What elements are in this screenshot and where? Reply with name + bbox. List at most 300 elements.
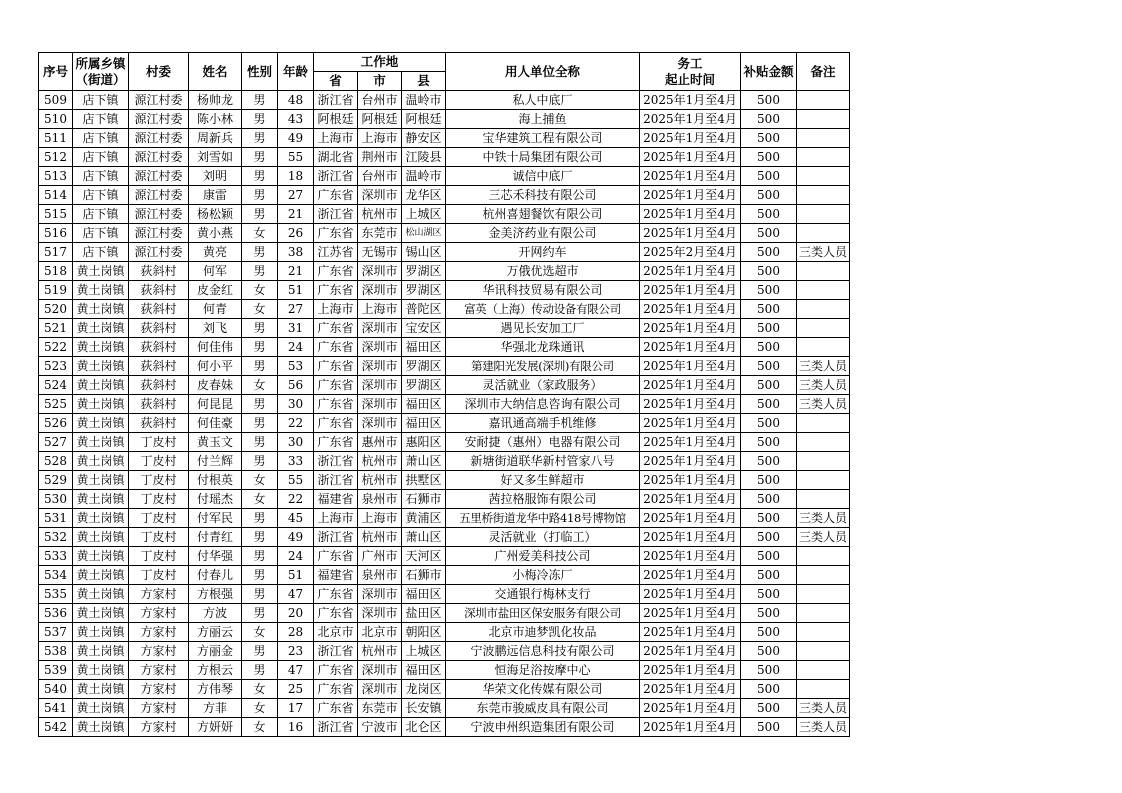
cell-subsidy: 500	[741, 91, 797, 110]
cell-name: 杨帅龙	[189, 91, 242, 110]
cell-province: 阿根廷	[314, 110, 358, 129]
cell-county: 北仑区	[402, 718, 446, 737]
cell-subsidy: 500	[741, 509, 797, 528]
cell-city: 东莞市	[358, 699, 402, 718]
cell-age: 30	[278, 395, 314, 414]
cell-subsidy: 500	[741, 376, 797, 395]
cell-worktime: 2025年1月至4月	[640, 414, 741, 433]
cell-worktime: 2025年1月至4月	[640, 661, 741, 680]
cell-province: 上海市	[314, 129, 358, 148]
cell-remark	[797, 490, 850, 509]
cell-county: 温岭市	[402, 91, 446, 110]
table-row	[39, 471, 850, 490]
cell-province: 广东省	[314, 433, 358, 452]
cell-subsidy: 500	[741, 471, 797, 490]
cell-county: 罗湖区	[402, 357, 446, 376]
cell-name: 付华强	[189, 547, 242, 566]
cell-town: 黄土岗镇	[73, 471, 129, 490]
table-row	[39, 528, 850, 547]
cell-village: 荻斜村	[129, 300, 189, 319]
cell-name: 付兰辉	[189, 452, 242, 471]
cell-subsidy: 500	[741, 433, 797, 452]
cell-worktime: 2025年1月至4月	[640, 376, 741, 395]
cell-gender: 男	[242, 186, 278, 205]
cell-subsidy: 500	[741, 680, 797, 699]
cell-province: 广东省	[314, 661, 358, 680]
cell-worktime: 2025年1月至4月	[640, 129, 741, 148]
cell-county: 龙华区	[402, 186, 446, 205]
cell-subsidy: 500	[741, 699, 797, 718]
cell-employer: 富英（上海）传动设备有限公司	[446, 300, 640, 319]
cell-worktime: 2025年1月至4月	[640, 509, 741, 528]
cell-province: 浙江省	[314, 205, 358, 224]
cell-city: 杭州市	[358, 528, 402, 547]
cell-gender: 女	[242, 490, 278, 509]
cell-remark: 三类人员	[797, 528, 850, 547]
cell-city: 深圳市	[358, 604, 402, 623]
cell-village: 荻斜村	[129, 376, 189, 395]
cell-gender: 男	[242, 319, 278, 338]
cell-employer: 灵活就业（家政服务）	[446, 376, 640, 395]
cell-employer: 杭州喜翅餐饮有限公司	[446, 205, 640, 224]
table-row	[39, 243, 850, 262]
cell-age: 51	[278, 281, 314, 300]
cell-worktime: 2025年1月至4月	[640, 148, 741, 167]
header-town: 所属乡镇 （街道）	[73, 53, 129, 91]
header-seq: 序号	[39, 53, 73, 91]
cell-worktime: 2025年1月至4月	[640, 224, 741, 243]
cell-gender: 男	[242, 509, 278, 528]
cell-employer: 海上捕鱼	[446, 110, 640, 129]
cell-worktime: 2025年1月至4月	[640, 585, 741, 604]
cell-remark	[797, 110, 850, 129]
cell-city: 深圳市	[358, 357, 402, 376]
cell-province: 广东省	[314, 395, 358, 414]
cell-town: 黄土岗镇	[73, 376, 129, 395]
cell-gender: 男	[242, 395, 278, 414]
cell-name: 方根强	[189, 585, 242, 604]
cell-worktime: 2025年1月至4月	[640, 319, 741, 338]
cell-worktime: 2025年1月至4月	[640, 680, 741, 699]
header-subsidy: 补贴金额	[741, 53, 797, 91]
cell-city: 杭州市	[358, 452, 402, 471]
table-row	[39, 91, 850, 110]
cell-gender: 女	[242, 699, 278, 718]
cell-gender: 女	[242, 281, 278, 300]
cell-subsidy: 500	[741, 205, 797, 224]
cell-seq: 536	[39, 604, 73, 623]
cell-worktime: 2025年1月至4月	[640, 547, 741, 566]
cell-village: 丁皮村	[129, 547, 189, 566]
cell-age: 18	[278, 167, 314, 186]
cell-remark	[797, 623, 850, 642]
cell-town: 黄土岗镇	[73, 338, 129, 357]
cell-county: 静安区	[402, 129, 446, 148]
cell-worktime: 2025年1月至4月	[640, 490, 741, 509]
cell-remark	[797, 167, 850, 186]
cell-remark: 三类人员	[797, 376, 850, 395]
cell-age: 33	[278, 452, 314, 471]
cell-seq: 530	[39, 490, 73, 509]
cell-village: 方家村	[129, 718, 189, 737]
cell-town: 黄土岗镇	[73, 300, 129, 319]
cell-seq: 519	[39, 281, 73, 300]
cell-subsidy: 500	[741, 395, 797, 414]
cell-age: 25	[278, 680, 314, 699]
cell-gender: 男	[242, 452, 278, 471]
cell-county: 拱墅区	[402, 471, 446, 490]
cell-village: 方家村	[129, 585, 189, 604]
header-age: 年龄	[278, 53, 314, 91]
cell-gender: 男	[242, 585, 278, 604]
cell-subsidy: 500	[741, 338, 797, 357]
cell-gender: 男	[242, 129, 278, 148]
cell-seq: 521	[39, 319, 73, 338]
cell-county: 罗湖区	[402, 262, 446, 281]
cell-seq: 517	[39, 243, 73, 262]
cell-subsidy: 500	[741, 357, 797, 376]
cell-town: 店下镇	[73, 224, 129, 243]
cell-employer: 灵活就业（打临工）	[446, 528, 640, 547]
cell-village: 源江村委	[129, 167, 189, 186]
cell-subsidy: 500	[741, 585, 797, 604]
cell-age: 21	[278, 205, 314, 224]
cell-subsidy: 500	[741, 186, 797, 205]
cell-seq: 531	[39, 509, 73, 528]
table-row	[39, 129, 850, 148]
table-row	[39, 262, 850, 281]
cell-employer: 宁波申州织造集团有限公司	[446, 718, 640, 737]
cell-age: 49	[278, 528, 314, 547]
cell-seq: 532	[39, 528, 73, 547]
table-row	[39, 186, 850, 205]
cell-employer: 广州爱美科技公司	[446, 547, 640, 566]
cell-gender: 男	[242, 338, 278, 357]
cell-county: 罗湖区	[402, 376, 446, 395]
cell-province: 浙江省	[314, 642, 358, 661]
cell-name: 付军民	[189, 509, 242, 528]
cell-worktime: 2025年1月至4月	[640, 433, 741, 452]
cell-employer: 遇见长安加工厂	[446, 319, 640, 338]
cell-province: 广东省	[314, 319, 358, 338]
cell-remark: 三类人员	[797, 718, 850, 737]
cell-employer: 小梅冷冻厂	[446, 566, 640, 585]
cell-gender: 女	[242, 471, 278, 490]
cell-village: 丁皮村	[129, 528, 189, 547]
cell-name: 刘雪如	[189, 148, 242, 167]
table-row	[39, 376, 850, 395]
cell-county: 温岭市	[402, 167, 446, 186]
cell-village: 丁皮村	[129, 566, 189, 585]
cell-remark	[797, 186, 850, 205]
table-row	[39, 623, 850, 642]
cell-seq: 510	[39, 110, 73, 129]
cell-village: 源江村委	[129, 129, 189, 148]
cell-remark	[797, 661, 850, 680]
cell-remark	[797, 452, 850, 471]
cell-name: 付青红	[189, 528, 242, 547]
cell-name: 何军	[189, 262, 242, 281]
cell-village: 源江村委	[129, 243, 189, 262]
cell-province: 广东省	[314, 224, 358, 243]
cell-seq: 541	[39, 699, 73, 718]
cell-province: 浙江省	[314, 452, 358, 471]
cell-name: 刘飞	[189, 319, 242, 338]
cell-gender: 女	[242, 718, 278, 737]
cell-age: 47	[278, 661, 314, 680]
cell-name: 方丽云	[189, 623, 242, 642]
cell-city: 杭州市	[358, 471, 402, 490]
cell-province: 广东省	[314, 262, 358, 281]
cell-age: 51	[278, 566, 314, 585]
cell-employer: 深圳市盐田区保安服务有限公司	[446, 604, 640, 623]
cell-village: 源江村委	[129, 91, 189, 110]
cell-county: 福田区	[402, 338, 446, 357]
cell-gender: 男	[242, 433, 278, 452]
cell-gender: 男	[242, 148, 278, 167]
cell-age: 38	[278, 243, 314, 262]
cell-subsidy: 500	[741, 642, 797, 661]
cell-town: 黄土岗镇	[73, 623, 129, 642]
cell-town: 黄土岗镇	[73, 414, 129, 433]
cell-province: 浙江省	[314, 167, 358, 186]
cell-subsidy: 500	[741, 110, 797, 129]
cell-gender: 男	[242, 642, 278, 661]
cell-employer: 私人中底厂	[446, 91, 640, 110]
cell-seq: 535	[39, 585, 73, 604]
table-row	[39, 433, 850, 452]
cell-city: 东莞市	[358, 224, 402, 243]
table-row	[39, 680, 850, 699]
cell-seq: 515	[39, 205, 73, 224]
cell-town: 黄土岗镇	[73, 395, 129, 414]
cell-employer: 金美济药业有限公司	[446, 224, 640, 243]
cell-age: 55	[278, 148, 314, 167]
cell-gender: 男	[242, 528, 278, 547]
cell-province: 浙江省	[314, 471, 358, 490]
cell-city: 泉州市	[358, 566, 402, 585]
header-county: 县	[402, 72, 446, 91]
cell-seq: 539	[39, 661, 73, 680]
table-row	[39, 319, 850, 338]
cell-village: 荻斜村	[129, 262, 189, 281]
cell-employer: 新塘街道联华新村管家八号	[446, 452, 640, 471]
cell-village: 方家村	[129, 661, 189, 680]
header-worktime: 务工 起止时间	[640, 53, 741, 91]
cell-province: 江苏省	[314, 243, 358, 262]
cell-employer: 华强北龙珠通讯	[446, 338, 640, 357]
cell-age: 24	[278, 338, 314, 357]
cell-town: 黄土岗镇	[73, 566, 129, 585]
cell-subsidy: 500	[741, 281, 797, 300]
cell-age: 56	[278, 376, 314, 395]
cell-seq: 534	[39, 566, 73, 585]
cell-remark: 三类人员	[797, 699, 850, 718]
cell-name: 方波	[189, 604, 242, 623]
table-row	[39, 547, 850, 566]
cell-town: 黄土岗镇	[73, 604, 129, 623]
cell-province: 广东省	[314, 699, 358, 718]
subsidy-table	[38, 52, 850, 737]
cell-age: 17	[278, 699, 314, 718]
cell-town: 黄土岗镇	[73, 718, 129, 737]
cell-village: 荻斜村	[129, 395, 189, 414]
cell-gender: 女	[242, 376, 278, 395]
cell-county: 福田区	[402, 661, 446, 680]
cell-province: 上海市	[314, 300, 358, 319]
cell-employer: 好又多生鲜超市	[446, 471, 640, 490]
cell-city: 荆州市	[358, 148, 402, 167]
table-row	[39, 414, 850, 433]
cell-county: 石狮市	[402, 566, 446, 585]
cell-employer: 五里桥街道龙华中路418号博物馆	[446, 509, 640, 528]
cell-seq: 520	[39, 300, 73, 319]
cell-employer: 恒海足浴按摩中心	[446, 661, 640, 680]
cell-remark	[797, 129, 850, 148]
cell-worktime: 2025年1月至4月	[640, 91, 741, 110]
cell-county: 福田区	[402, 585, 446, 604]
cell-county: 松山湖区	[402, 224, 446, 243]
cell-age: 31	[278, 319, 314, 338]
cell-employer: 嘉讯通高端手机维修	[446, 414, 640, 433]
cell-city: 深圳市	[358, 585, 402, 604]
cell-province: 广东省	[314, 186, 358, 205]
cell-employer: 安耐捷（惠州）电器有限公司	[446, 433, 640, 452]
cell-name: 黄小燕	[189, 224, 242, 243]
cell-age: 49	[278, 129, 314, 148]
cell-name: 方菲	[189, 699, 242, 718]
cell-remark: 三类人员	[797, 509, 850, 528]
cell-age: 48	[278, 91, 314, 110]
cell-name: 周新兵	[189, 129, 242, 148]
cell-worktime: 2025年1月至4月	[640, 699, 741, 718]
cell-employer: 第建阳光发展(深圳)有限公司	[446, 357, 640, 376]
cell-worktime: 2025年1月至4月	[640, 281, 741, 300]
cell-age: 24	[278, 547, 314, 566]
cell-city: 深圳市	[358, 414, 402, 433]
cell-province: 上海市	[314, 509, 358, 528]
cell-town: 店下镇	[73, 129, 129, 148]
cell-worktime: 2025年1月至4月	[640, 338, 741, 357]
table-row	[39, 452, 850, 471]
cell-employer: 华荣文化传媒有限公司	[446, 680, 640, 699]
header-row	[39, 53, 850, 72]
cell-county: 宝安区	[402, 319, 446, 338]
cell-village: 丁皮村	[129, 509, 189, 528]
cell-seq: 525	[39, 395, 73, 414]
table-row	[39, 395, 850, 414]
cell-remark	[797, 148, 850, 167]
cell-village: 荻斜村	[129, 281, 189, 300]
cell-village: 源江村委	[129, 110, 189, 129]
cell-seq: 524	[39, 376, 73, 395]
cell-village: 方家村	[129, 699, 189, 718]
cell-county: 阿根廷	[402, 110, 446, 129]
cell-city: 深圳市	[358, 661, 402, 680]
cell-seq: 537	[39, 623, 73, 642]
cell-name: 付根英	[189, 471, 242, 490]
cell-age: 22	[278, 414, 314, 433]
cell-city: 阿根廷	[358, 110, 402, 129]
cell-city: 深圳市	[358, 395, 402, 414]
cell-town: 店下镇	[73, 91, 129, 110]
table-row	[39, 148, 850, 167]
cell-remark: 三类人员	[797, 395, 850, 414]
cell-city: 深圳市	[358, 376, 402, 395]
cell-name: 何佳豪	[189, 414, 242, 433]
cell-remark	[797, 680, 850, 699]
header-village: 村委	[129, 53, 189, 91]
cell-subsidy: 500	[741, 262, 797, 281]
cell-employer: 宝华建筑工程有限公司	[446, 129, 640, 148]
cell-name: 何青	[189, 300, 242, 319]
cell-name: 黄玉文	[189, 433, 242, 452]
cell-worktime: 2025年1月至4月	[640, 623, 741, 642]
table-row	[39, 699, 850, 718]
cell-town: 黄土岗镇	[73, 319, 129, 338]
cell-town: 黄土岗镇	[73, 490, 129, 509]
cell-worktime: 2025年1月至4月	[640, 471, 741, 490]
cell-village: 源江村委	[129, 186, 189, 205]
cell-county: 萧山区	[402, 452, 446, 471]
cell-employer: 华讯科技贸易有限公司	[446, 281, 640, 300]
cell-age: 20	[278, 604, 314, 623]
cell-age: 47	[278, 585, 314, 604]
cell-worktime: 2025年1月至4月	[640, 395, 741, 414]
cell-gender: 男	[242, 604, 278, 623]
cell-seq: 542	[39, 718, 73, 737]
cell-gender: 女	[242, 680, 278, 699]
cell-remark	[797, 300, 850, 319]
cell-worktime: 2025年1月至4月	[640, 205, 741, 224]
cell-worktime: 2025年1月至4月	[640, 528, 741, 547]
cell-village: 方家村	[129, 642, 189, 661]
cell-village: 丁皮村	[129, 452, 189, 471]
cell-county: 朝阳区	[402, 623, 446, 642]
cell-city: 北京市	[358, 623, 402, 642]
cell-employer: 三芯禾科技有限公司	[446, 186, 640, 205]
table-row	[39, 357, 850, 376]
cell-county: 天河区	[402, 547, 446, 566]
cell-city: 深圳市	[358, 262, 402, 281]
cell-province: 广东省	[314, 680, 358, 699]
cell-county: 普陀区	[402, 300, 446, 319]
cell-town: 黄土岗镇	[73, 642, 129, 661]
cell-remark	[797, 91, 850, 110]
cell-worktime: 2025年1月至4月	[640, 110, 741, 129]
cell-gender: 男	[242, 566, 278, 585]
cell-village: 方家村	[129, 623, 189, 642]
cell-subsidy: 500	[741, 243, 797, 262]
cell-village: 荻斜村	[129, 338, 189, 357]
cell-county: 福田区	[402, 414, 446, 433]
cell-city: 宁波市	[358, 718, 402, 737]
cell-gender: 男	[242, 661, 278, 680]
cell-remark	[797, 433, 850, 452]
cell-county: 龙岗区	[402, 680, 446, 699]
cell-village: 荻斜村	[129, 414, 189, 433]
header-gender: 性别	[242, 53, 278, 91]
table-row	[39, 585, 850, 604]
cell-village: 方家村	[129, 680, 189, 699]
table-row	[39, 604, 850, 623]
cell-county: 锡山区	[402, 243, 446, 262]
cell-remark: 三类人员	[797, 357, 850, 376]
cell-remark	[797, 338, 850, 357]
cell-city: 台州市	[358, 167, 402, 186]
cell-seq: 514	[39, 186, 73, 205]
cell-seq: 527	[39, 433, 73, 452]
